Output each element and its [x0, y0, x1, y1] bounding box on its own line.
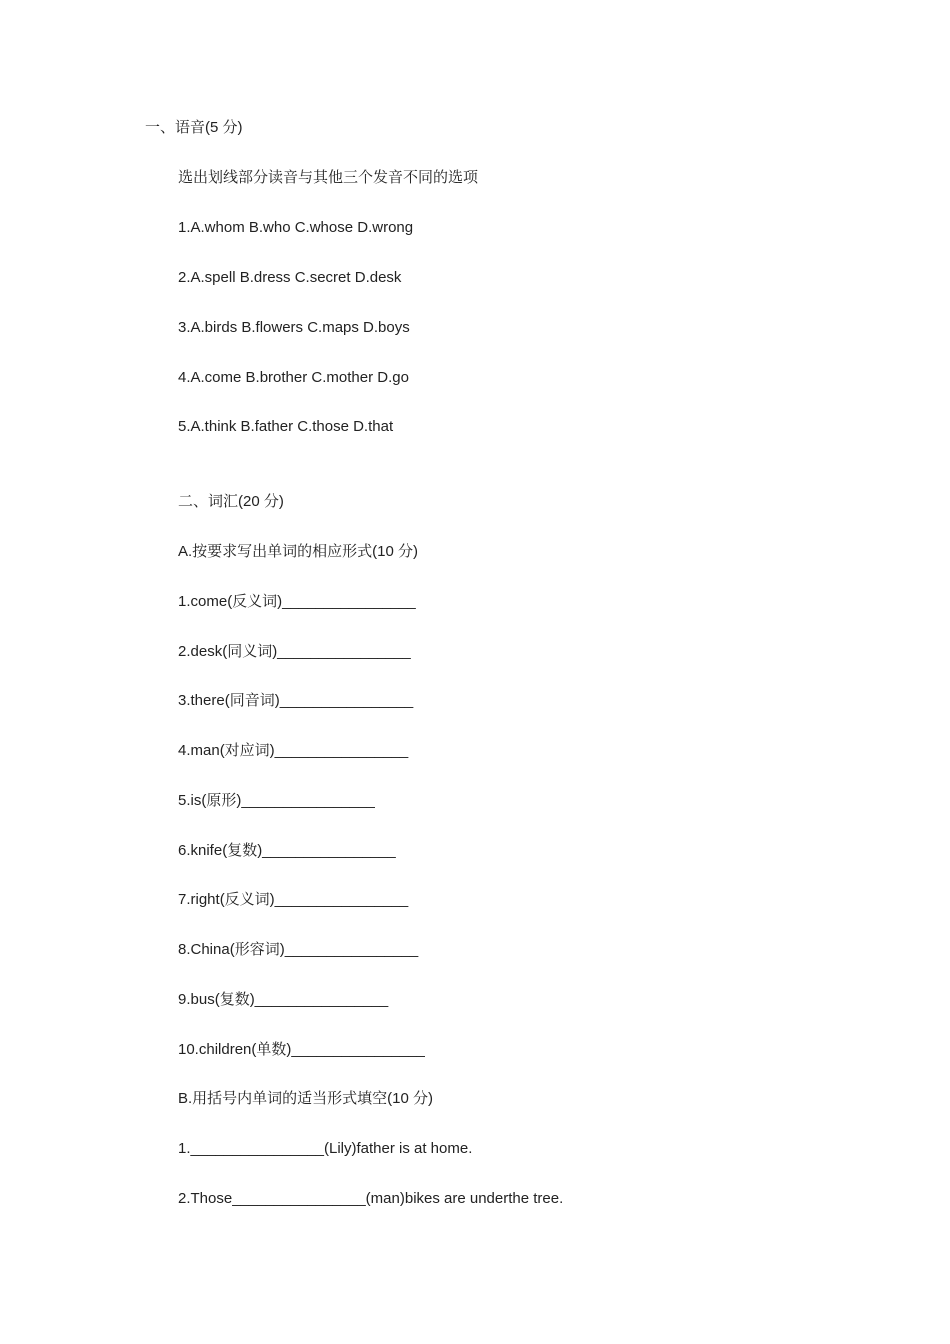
vocab-item-3: 3.there(同音词)________________	[178, 692, 414, 709]
phonetics-question-4: 4.A.come B.brother C.mother D.go	[178, 369, 409, 386]
fill-blank-item-2: 2.Those________________(man)bikes are underthe tree.	[178, 1190, 564, 1207]
vocab-item-4: 4.man(对应词)________________	[178, 742, 409, 759]
part-a-title: A.按要求写出单词的相应形式(10 分)	[178, 543, 419, 560]
section-2-heading: 二、词汇(20 分)	[178, 493, 284, 510]
phonetics-question-2: 2.A.spell B.dress C.secret D.desk	[178, 269, 402, 286]
vocab-item-9: 9.bus(复数)________________	[178, 991, 389, 1008]
phonetics-question-1: 1.A.whom B.who C.whose D.wrong	[178, 219, 414, 236]
phonetics-question-5: 5.A.think B.father C.those D.that	[178, 418, 394, 435]
vocab-item-5: 5.is(原形)________________	[178, 792, 375, 809]
vocab-item-10: 10.children(单数)________________	[178, 1041, 425, 1058]
phonetics-question-3: 3.A.birds B.flowers C.maps D.boys	[178, 319, 410, 336]
fill-blank-item-1: 1.________________(Lily)father is at home.	[178, 1140, 473, 1157]
vocab-item-8: 8.China(形容词)________________	[178, 941, 419, 958]
section-1-heading: 一、语音(5 分)	[145, 119, 243, 136]
part-b-title: B.用括号内单词的适当形式填空(10 分)	[178, 1090, 434, 1107]
vocab-item-1: 1.come(反义词)________________	[178, 593, 416, 610]
section-1-instruction: 选出划线部分读音与其他三个发音不同的选项	[178, 169, 479, 186]
vocab-item-6: 6.knife(复数)________________	[178, 842, 396, 859]
vocab-item-2: 2.desk(同义词)________________	[178, 643, 411, 660]
vocab-item-7: 7.right(反义词)________________	[178, 891, 409, 908]
